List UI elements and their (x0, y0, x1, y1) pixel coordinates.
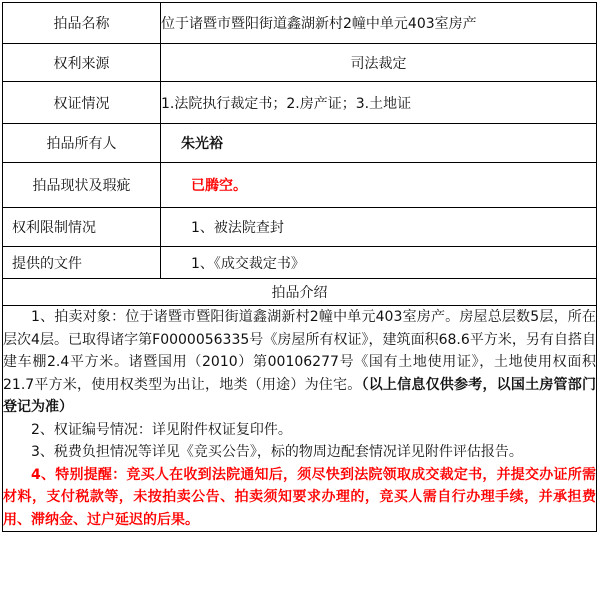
label-rights-source: 权利来源 (3, 44, 161, 82)
intro-p1-note: （以上信息仅供参考，以国土房管部门登记为准） (3, 376, 596, 415)
value-condition: 已腾空。 (161, 163, 597, 208)
row-owner (3, 124, 597, 163)
value-rights-source: 司法裁定 (161, 44, 597, 82)
value-restrictions: 1、被法院查封 (161, 208, 597, 247)
intro-p4-label: 特别提醒： (55, 466, 127, 483)
label-restrictions: 权利限制情况 (3, 208, 161, 247)
row-rights-source (3, 44, 597, 82)
intro-p4-text: 竞买人在收到法院通知后，须尽快到法院领取成交裁定书，并提交办证所需材料，支付税款等，未按拍卖公告、拍卖须知要求办理的，竞买人需自行办理手续，并承担费用、滞纳金、过户延迟的后果。 (3, 466, 596, 528)
value-item-name: 位于诸暨市暨阳街道鑫湖新村2幢中单元403室房产 (161, 3, 597, 44)
label-condition: 拍品现状及瑕疵 (3, 163, 161, 208)
label-documents: 提供的文件 (3, 247, 161, 279)
label-certificates: 权证情况 (3, 82, 161, 124)
row-documents (3, 247, 597, 279)
row-intro-title (3, 279, 597, 306)
intro-paragraph-4 (3, 464, 596, 532)
intro-p4-prefix: 4、 (31, 466, 56, 483)
intro-body (3, 306, 597, 532)
row-certificates (3, 82, 597, 124)
row-item-name (3, 3, 597, 44)
value-owner: 朱光裕 (161, 124, 597, 163)
auction-item-table (2, 2, 597, 532)
value-certificates: 1.法院执行裁定书；2.房产证；3.土地证 (161, 82, 597, 124)
intro-p1-text: 1、拍卖对象：位于诸暨市暨阳街道鑫湖新村2幢中单元403室房产。房屋总层数5层，所在层次4层。已取得诸字第F0000056335号《房屋所有权证》，建筑面积68.6平方米，另有自搭自建车棚2.4平方米。诸暨国用（2010）第00106277号《国有土地使用证》，土地使用权面积21.7平方米，使用权类型为出让，地类（用途）为住宅。 (3, 309, 596, 393)
intro-paragraph-1 (3, 306, 596, 419)
intro-paragraph-3: 3、税费负担情况等详见《竞买公告》，标的物周边配套情况详见附件评估报告。 (31, 444, 523, 460)
intro-paragraph-2: 2、权证编号情况：详见附件权证复印件。 (31, 421, 292, 438)
value-documents: 1、《成交裁定书》 (161, 247, 597, 279)
row-intro-body (3, 306, 597, 532)
intro-title: 拍品介绍 (3, 279, 597, 306)
row-condition (3, 163, 597, 208)
row-restrictions (3, 208, 597, 247)
label-item-name: 拍品名称 (3, 3, 161, 44)
label-owner: 拍品所有人 (3, 124, 161, 163)
